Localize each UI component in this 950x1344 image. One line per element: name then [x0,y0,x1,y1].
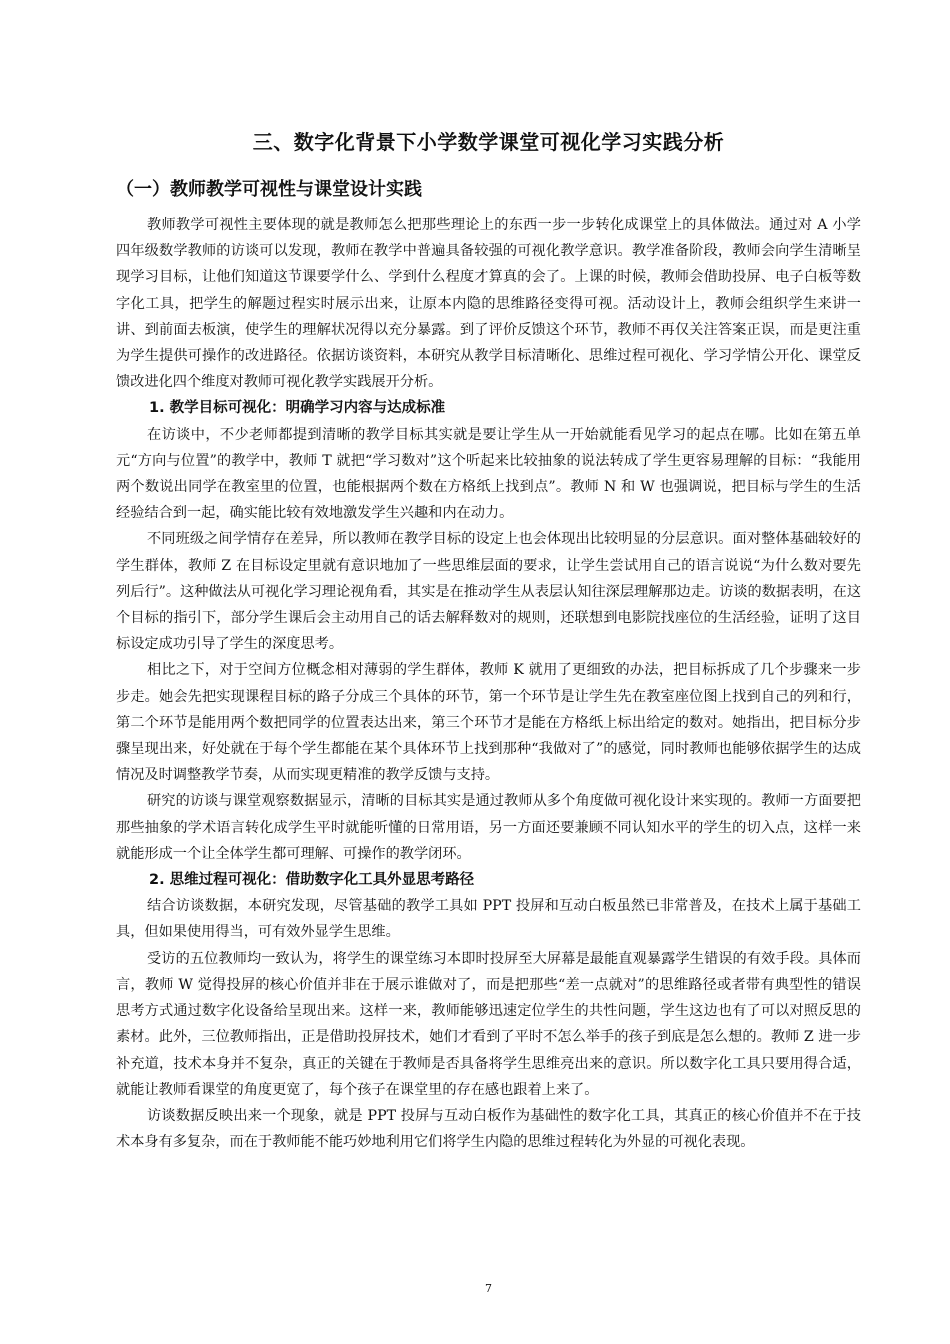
chapter-title: 三、数字化背景下小学数学课堂可视化学习实践分析 [252,130,725,154]
subheading: 1. 教学目标可视化：明确学习内容与达成标准 [149,400,446,417]
paragraph: 受访的五位教师均一致认为，将学生的课堂练习本即时投屏至大屏幕是最能直观暴露学生错误的有效手段。具体而言，教师 W 觉得投屏的核心价值并非在于展示谁做对了，而是把那些“差一点就对”的思维路径或者带有典型性的错误思考方式通过数字化设备给呈现出来。这样一来，教师能够迅速定位学生的共性问题，学生这边也有了可以对照反思的素材。此外，三位教师指出，正是借助投屏技术，她们才看到了平时不怎么举手的孩子到底是怎么想的。教师 Z 进一步补充道，技术本身并不复杂，真正的关键在于教师是否具备将学生思维亮出来的意识。所以数字化工具只要用得合适，就能让教师看课堂的角度更宽了，每个孩子在课堂里的存在感也跟着上来了。 [116,950,861,1098]
paragraph: 教师教学可视性主要体现的就是教师怎么把那些理论上的东西一步一步转化成课堂上的具体做法。通过对 A 小学四年级数学教师的访谈可以发现，教师在教学中普遍具备较强的可视化教学意识。教学准备阶段，教师会向学生清晰呈现学习目标，让他们知道这节课要学什么、学到什么程度才算真的会了。上课的时候，教师会借助投屏、电子白板等数字化工具，把学生的解题过程实时展示出来，让原本内隐的思维路径变得可视。活动设计上，教师会组织学生来讲一讲、到前面去板演，使学生的理解状况得以充分暴露。到了评价反馈这个环节，教师不再仅关注答案正误，而是更注重为学生提供可操作的改进路径。依据访谈资料，本研究从教学目标清晰化、思维过程可视化、学习学情公开化、课堂反馈改进化四个维度对教师可视化教学实践展开分析。 [116,217,861,391]
paragraph: 在访谈中，不少老师都提到清晰的教学目标其实就是要让学生从一开始就能看见学习的起点在哪。比如在第五单元“方向与位置”的教学中，教师 T 就把“学习数对”这个听起来比较抽象的说法转成了学生更容易理解的目标：“我能用两个数说出同学在教室里的位置，也能根据两个数在方格纸上找到点”。教师 N 和 W 也强调说，把目标与学生的生活经验结合到一起，确实能比较有效地激发学生兴趣和内在动力。 [116,426,861,522]
page-number: 7 [485,1282,492,1295]
paragraph: 不同班级之间学情存在差异，所以教师在教学目标的设定上也会体现出比较明显的分层意识。面对整体基础较好的学生群体，教师 Z 在目标设定里就有意识地加了一些思维层面的要求，让学生尝试用自己的语言说说“为什么数对要先列后行”。这种做法从可视化学习理论视角看，其实是在推动学生从表层认知往深层理解那边走。访谈的数据表明，在这个目标的指引下，部分学生课后会主动用自己的话去解释数对的规则，还联想到电影院找座位的生活经验，证明了这目标设定成功引导了学生的深度思考。 [116,531,862,653]
section-title: （一）教师教学可视性与课堂设计实践 [116,179,422,200]
paragraph: 研究的访谈与课堂观察数据显示，清晰的目标其实是通过教师从多个角度做可视化设计来实现的。教师一方面要把那些抽象的学术语言转化成学生平时就能听懂的日常用语，另一方面还要兼顾不同认知水平的学生的切入点，这样一来就能形成一个让全体学生都可理解、可操作的教学闭环。 [116,793,861,862]
body-text [116,212,861,1155]
paragraph: 相比之下，对于空间方位概念相对薄弱的学生群体，教师 K 就用了更细致的办法，把目标拆成了几个步骤来一步步走。她会先把实现课程目标的路子分成三个具体的环节，第一个环节是让学生先在教室座位图上找到自己的列和行，第二个环节是能用两个数把同学的位置表达出来，第三个环节才是能在方格纸上标出给定的数对。她指出，把目标分步骤呈现出来，好处就在于每个学生都能在某个具体环节上找到那种“我做对了”的感觉，同时教师也能够依据学生的达成情况及时调整教学节奏，从而实现更精准的教学反馈与支持。 [116,662,861,784]
subheading: 2. 思维过程可视化：借助数字化工具外显思考路径 [149,872,475,889]
paragraph: 访谈数据反映出来一个现象，就是 PPT 投屏与互动白板作为基础性的数字化工具，其真正的核心价值并不在于技术本身有多复杂，而在于教师能不能巧妙地利用它们将学生内隐的思维过程转化为外显的可视化表现。 [116,1107,861,1151]
document-page [116,0,861,1344]
paragraph: 结合访谈数据，本研究发现，尽管基础的教学工具如 PPT 投屏和互动白板虽然已非常普及，在技术上属于基础工具，但如果使用得当，可有效外显学生思维。 [116,898,861,941]
